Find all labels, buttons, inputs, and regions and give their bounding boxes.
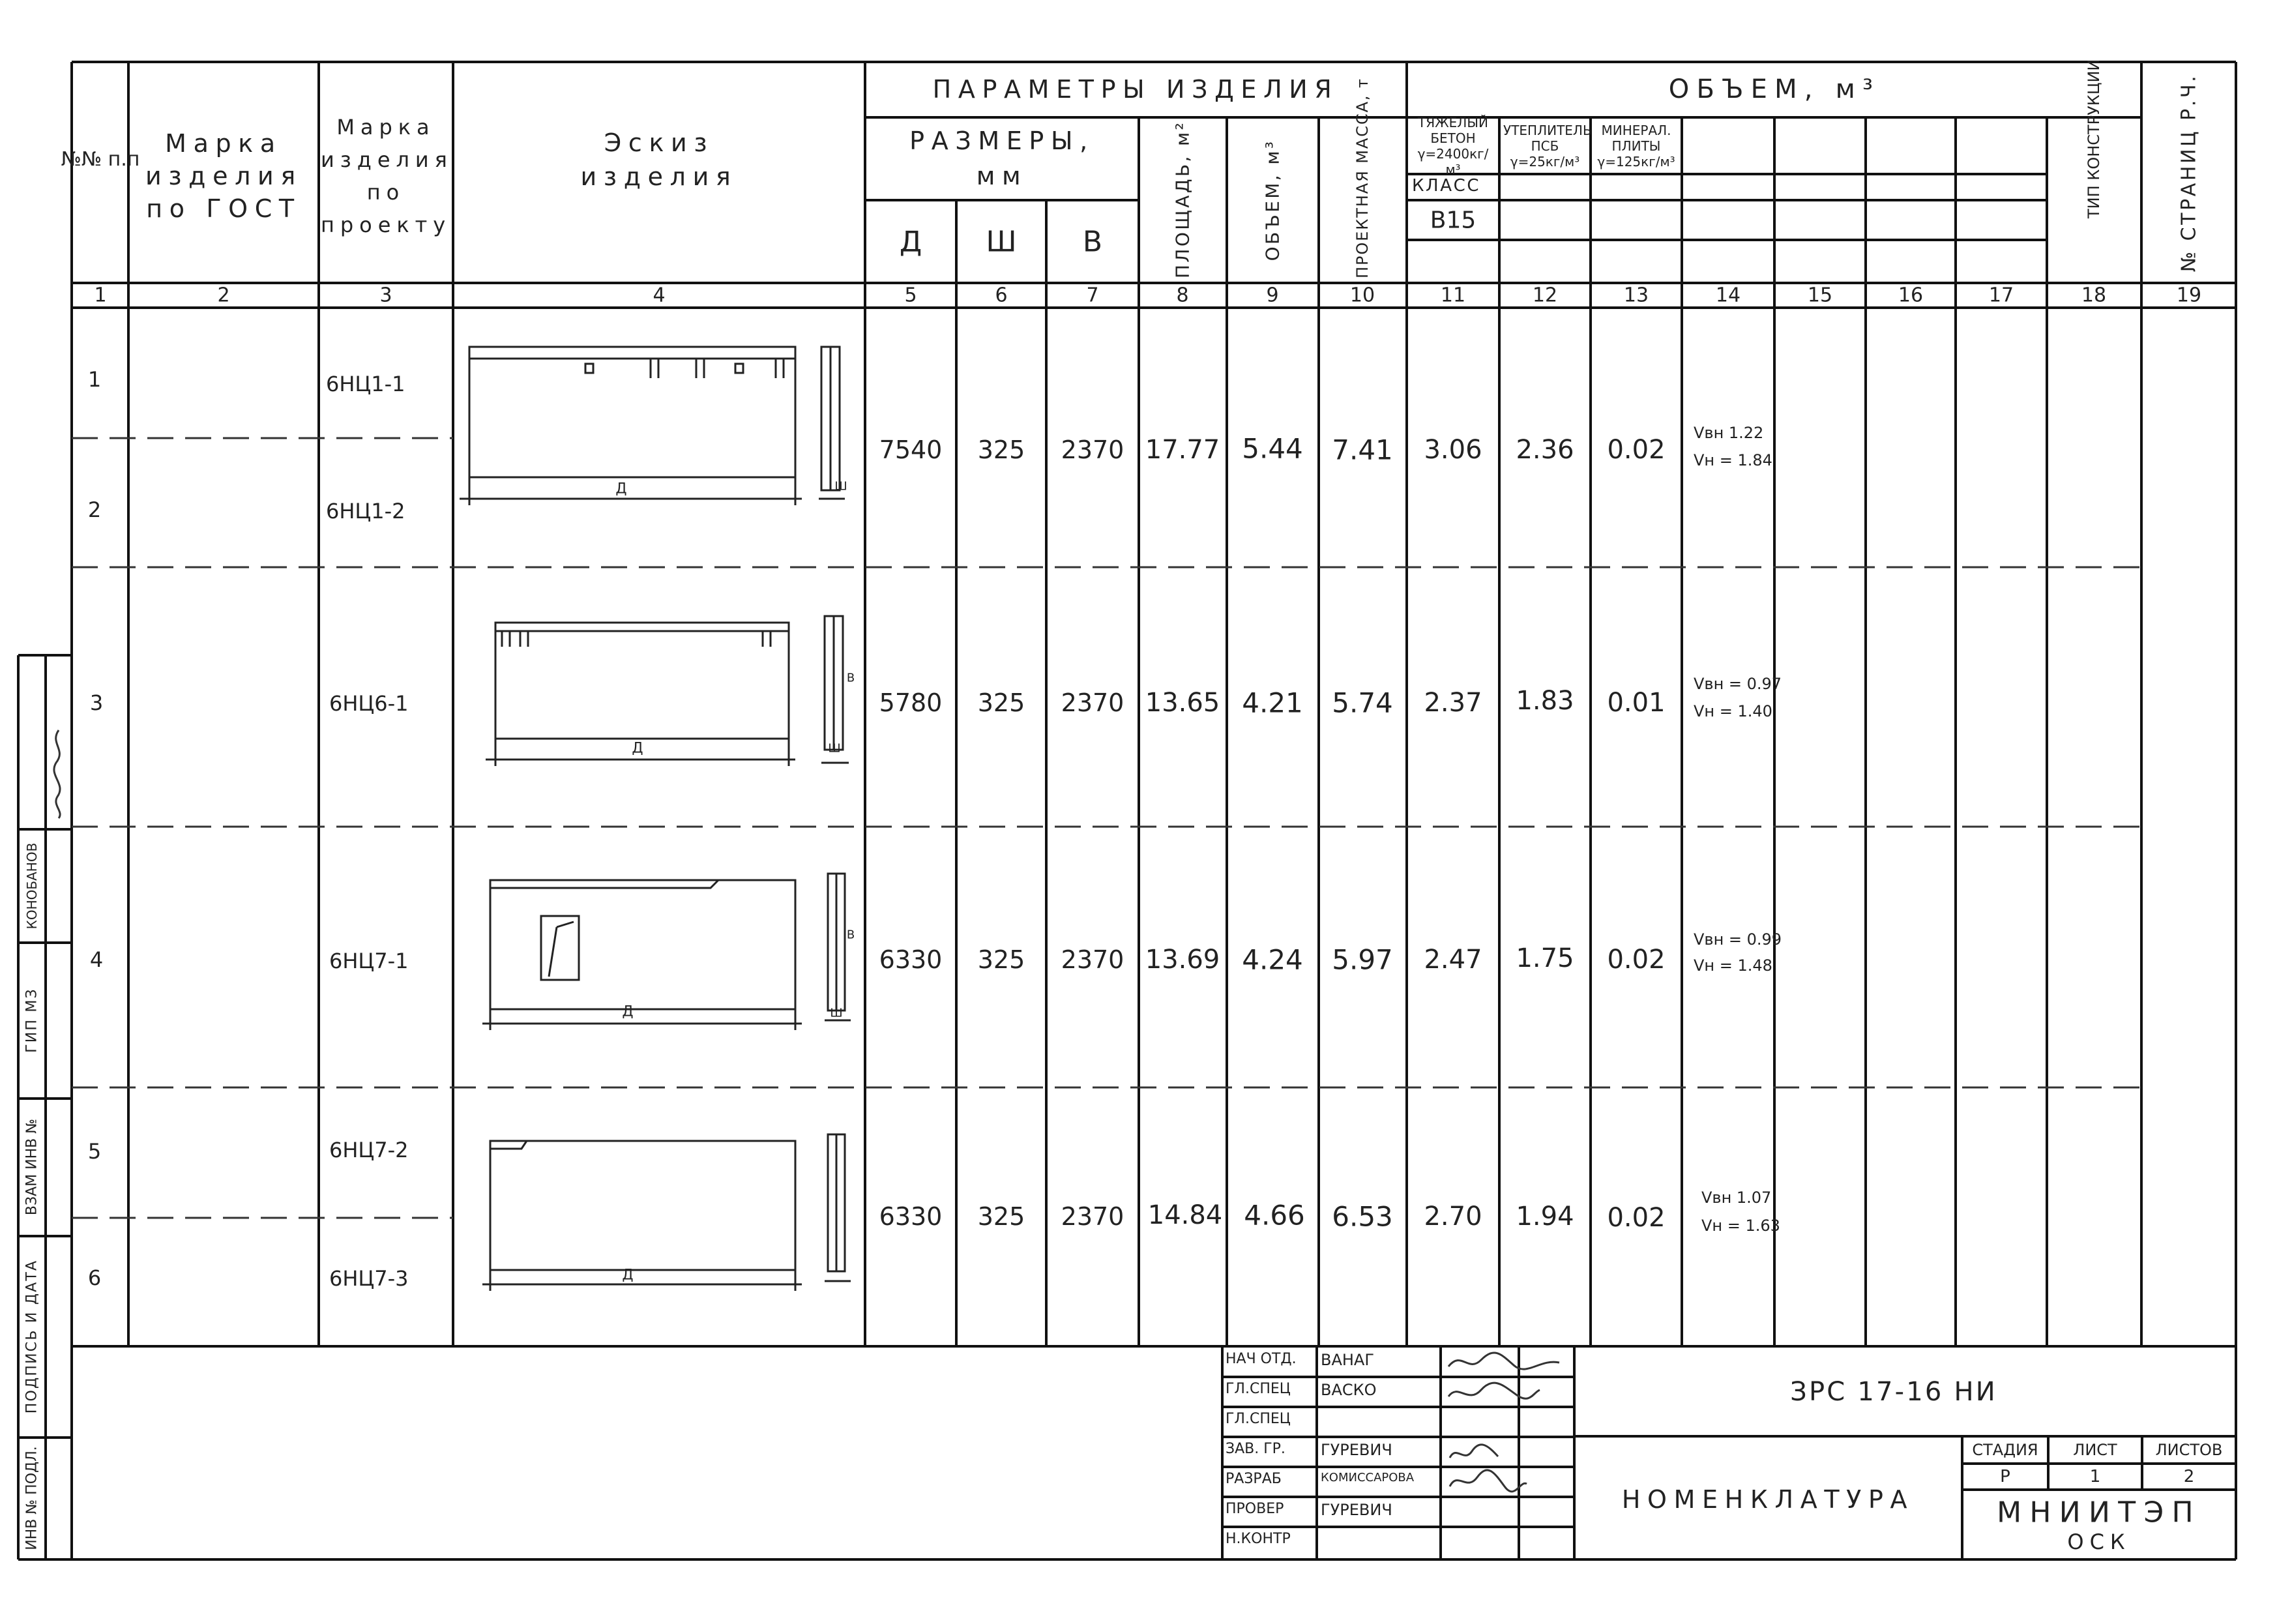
cell-mass: 7.41	[1332, 434, 1393, 466]
cell-length: 7540	[879, 436, 943, 464]
col-number: 8	[1176, 284, 1189, 307]
organization-unit: ОСК	[2067, 1529, 2131, 1554]
col-3-header: Марка изделия по проекту	[321, 115, 453, 237]
cell-col14-vvn: Vвн = 0.99	[1694, 930, 1782, 949]
col-number: 11	[1440, 284, 1466, 307]
sketch-width-label: Ш	[828, 741, 841, 756]
person-name: ГУРЕВИЧ	[1321, 1501, 1392, 1519]
col-number: 10	[1349, 284, 1375, 307]
cell-volume: 4.24	[1242, 943, 1303, 976]
cell-length: 5780	[879, 688, 943, 717]
sheets-label: ЛИСТОВ	[2155, 1441, 2223, 1459]
product-mark: 6НЦ1-1	[326, 372, 405, 396]
col-number: 2	[217, 284, 230, 307]
col-number: 7	[1086, 284, 1099, 307]
cell-area: 17.77	[1145, 435, 1220, 465]
product-sketch	[476, 613, 860, 782]
cell-mass: 5.74	[1332, 687, 1393, 719]
cell-height: 2370	[1061, 945, 1124, 974]
cell-width: 325	[977, 945, 1025, 974]
sketch-length-label: Д	[622, 1003, 634, 1020]
cell-area: 13.69	[1145, 945, 1220, 975]
role-label: Н.КОНТР	[1226, 1531, 1291, 1547]
sketch-height-label: В	[846, 928, 855, 942]
col-1-header: №№ п.п	[61, 148, 140, 171]
stage-value: Р	[2000, 1467, 2010, 1486]
col-number: 9	[1266, 284, 1279, 307]
cell-col13: 0.01	[1607, 688, 1666, 718]
cell-col14-vvn: Vвн = 0.97	[1694, 675, 1782, 693]
col-number: 19	[2176, 284, 2202, 307]
col-number: 4	[653, 284, 666, 307]
cell-height: 2370	[1061, 688, 1124, 717]
role-label: НАЧ ОТД.	[1226, 1351, 1297, 1367]
area-header: ПЛОЩАДЬ, м²	[1171, 120, 1194, 278]
sketch-length-label: Д	[632, 740, 643, 757]
side-stamp-gip: ГИП МЗ	[23, 988, 40, 1053]
cell-width: 325	[977, 1202, 1025, 1231]
side-stamp-signature	[47, 724, 70, 821]
sheet-label: ЛИСТ	[2073, 1441, 2117, 1459]
cell-height: 2370	[1061, 436, 1124, 464]
col-number: 1	[94, 284, 107, 307]
cell-col13: 0.02	[1607, 435, 1666, 465]
cell-length: 6330	[879, 1202, 943, 1231]
cell-height: 2370	[1061, 1202, 1124, 1231]
col-number: 16	[1898, 284, 1924, 307]
document-title: НОМЕНКЛАТУРА	[1621, 1485, 1915, 1514]
pages-header: № СТРАНИЦ Р.Ч.	[2177, 73, 2201, 273]
role-label: ЗАВ. ГР.	[1226, 1441, 1286, 1457]
handwritten-signatures	[1442, 1347, 1572, 1503]
cell-volume: 4.21	[1242, 687, 1303, 719]
product-sketch	[476, 1121, 860, 1304]
cell-col14-vvn: Vвн 1.07	[1701, 1188, 1772, 1207]
col-number: 17	[1988, 284, 2014, 307]
col-number: 15	[1807, 284, 1833, 307]
sketch-length-label: Д	[622, 1267, 634, 1284]
person-name: ВАНАГ	[1321, 1351, 1374, 1369]
sheets-value: 2	[2183, 1467, 2195, 1486]
row-number: 1	[87, 367, 102, 392]
mineral-plates-header: МИНЕРАЛ. ПЛИТЫ γ=125кг/м³	[1597, 123, 1675, 170]
col-2-header: Марка изделия по ГОСТ	[145, 129, 302, 223]
cell-mass: 6.53	[1332, 1200, 1393, 1233]
cell-col11: 2.37	[1424, 688, 1482, 718]
insulation-header: УТЕПЛИТЕЛЬ ПСБ γ=25кг/м³	[1503, 123, 1592, 170]
cell-col14-vn: Vн = 1.84	[1694, 451, 1772, 469]
cell-width: 325	[977, 688, 1025, 717]
cell-volume: 4.66	[1244, 1199, 1305, 1232]
sketch-height-label: В	[846, 671, 855, 685]
role-label: ПРОВЕР	[1226, 1501, 1284, 1517]
stage-label: СТАДИЯ	[1972, 1441, 2038, 1459]
cell-length: 6330	[879, 945, 943, 974]
col-number: 18	[2081, 284, 2107, 307]
col-4-header: Эскиз изделия	[580, 128, 738, 191]
cell-col13: 0.02	[1607, 1203, 1666, 1233]
side-stamp-vzam-inv: ВЗАМ ИНВ №	[23, 1118, 40, 1216]
construction-type-header: ТИП КОНСТРУКЦИИ	[2085, 59, 2103, 218]
cell-col13: 0.02	[1607, 945, 1666, 975]
row-number: 3	[89, 690, 104, 715]
product-mark: 6НЦ7-1	[329, 949, 409, 973]
row-number: 5	[87, 1139, 102, 1164]
cell-col11: 3.06	[1424, 435, 1482, 465]
cell-area: 13.65	[1145, 688, 1220, 718]
product-mark: 6НЦ6-1	[329, 691, 409, 716]
row-number: 6	[87, 1265, 102, 1290]
product-mark: 6НЦ1-2	[326, 499, 405, 524]
product-mark: 6НЦ7-3	[329, 1266, 409, 1291]
side-stamp-signature-date: ПОДПИСЬ И ДАТА	[23, 1259, 40, 1414]
sketch-length-label: Д	[615, 480, 627, 497]
organization-name: МНИИТЭП	[1997, 1496, 2201, 1529]
class-label: КЛАСС	[1412, 176, 1481, 196]
size-length-header: Д	[899, 225, 922, 259]
side-stamp-name: КОНОБАНОВ	[24, 842, 40, 930]
sizes-title: РАЗМЕРЫ, мм	[909, 126, 1095, 190]
params-group-title: ПАРАМЕТРЫ ИЗДЕЛИЯ	[932, 75, 1339, 104]
cell-col14-vvn: Vвн 1.22	[1694, 424, 1764, 442]
col-number: 6	[995, 284, 1008, 307]
person-name: ГУРЕВИЧ	[1321, 1441, 1392, 1459]
product-sketch	[476, 867, 860, 1043]
sketch-width-label: Ш	[834, 479, 847, 494]
heavy-concrete-header: ТЯЖЕЛЫЙ БЕТОН γ=2400кг/м³	[1417, 115, 1489, 177]
product-mark: 6НЦ7-2	[329, 1138, 409, 1162]
cell-col12: 1.75	[1516, 943, 1574, 973]
col-number: 3	[379, 284, 392, 307]
role-label: ГЛ.СПЕЦ	[1226, 1381, 1291, 1397]
col-number: 13	[1623, 284, 1649, 307]
row-number: 4	[89, 947, 104, 972]
cell-area: 14.84	[1147, 1200, 1223, 1230]
sheet-value: 1	[2089, 1467, 2101, 1486]
col-number: 12	[1532, 284, 1558, 307]
product-sketch	[456, 339, 860, 509]
person-name: КОМИССАРОВА	[1321, 1471, 1415, 1484]
document-code: ЗРС 17-16 НИ	[1790, 1377, 1997, 1407]
cell-col11: 2.47	[1424, 945, 1482, 975]
volume-header: ОБЪЕМ, м³	[1261, 139, 1284, 261]
volume-group-title: ОБЪЕМ, м³	[1668, 74, 1881, 104]
cell-col14-vn: Vн = 1.63	[1701, 1217, 1780, 1235]
col-number: 14	[1715, 284, 1741, 307]
row-number: 2	[87, 497, 102, 522]
col-number: 5	[904, 284, 917, 307]
cell-width: 325	[977, 436, 1025, 464]
cell-col12: 1.83	[1516, 686, 1574, 716]
role-label: РАЗРАБ	[1226, 1471, 1282, 1487]
person-name: ВАСКО	[1321, 1381, 1377, 1399]
cell-col14-vn: Vн = 1.48	[1694, 956, 1772, 975]
cell-col12: 1.94	[1516, 1202, 1574, 1232]
cell-col11: 2.70	[1424, 1202, 1482, 1232]
cell-volume: 5.44	[1242, 432, 1303, 465]
sketch-width-label: Ш	[830, 1006, 843, 1020]
role-label: ГЛ.СПЕЦ	[1226, 1411, 1291, 1427]
size-width-header: Ш	[986, 225, 1017, 259]
cell-col12: 2.36	[1516, 435, 1574, 465]
side-stamp-inv-podl: ИНВ № ПОДЛ.	[23, 1446, 40, 1550]
size-height-header: В	[1082, 225, 1103, 259]
cell-col14-vn: Vн = 1.40	[1694, 702, 1772, 720]
class-value: В15	[1430, 207, 1477, 234]
mass-header: ПРОЕКТНАЯ МАССА, т	[1353, 78, 1372, 278]
cell-mass: 5.97	[1332, 943, 1393, 976]
